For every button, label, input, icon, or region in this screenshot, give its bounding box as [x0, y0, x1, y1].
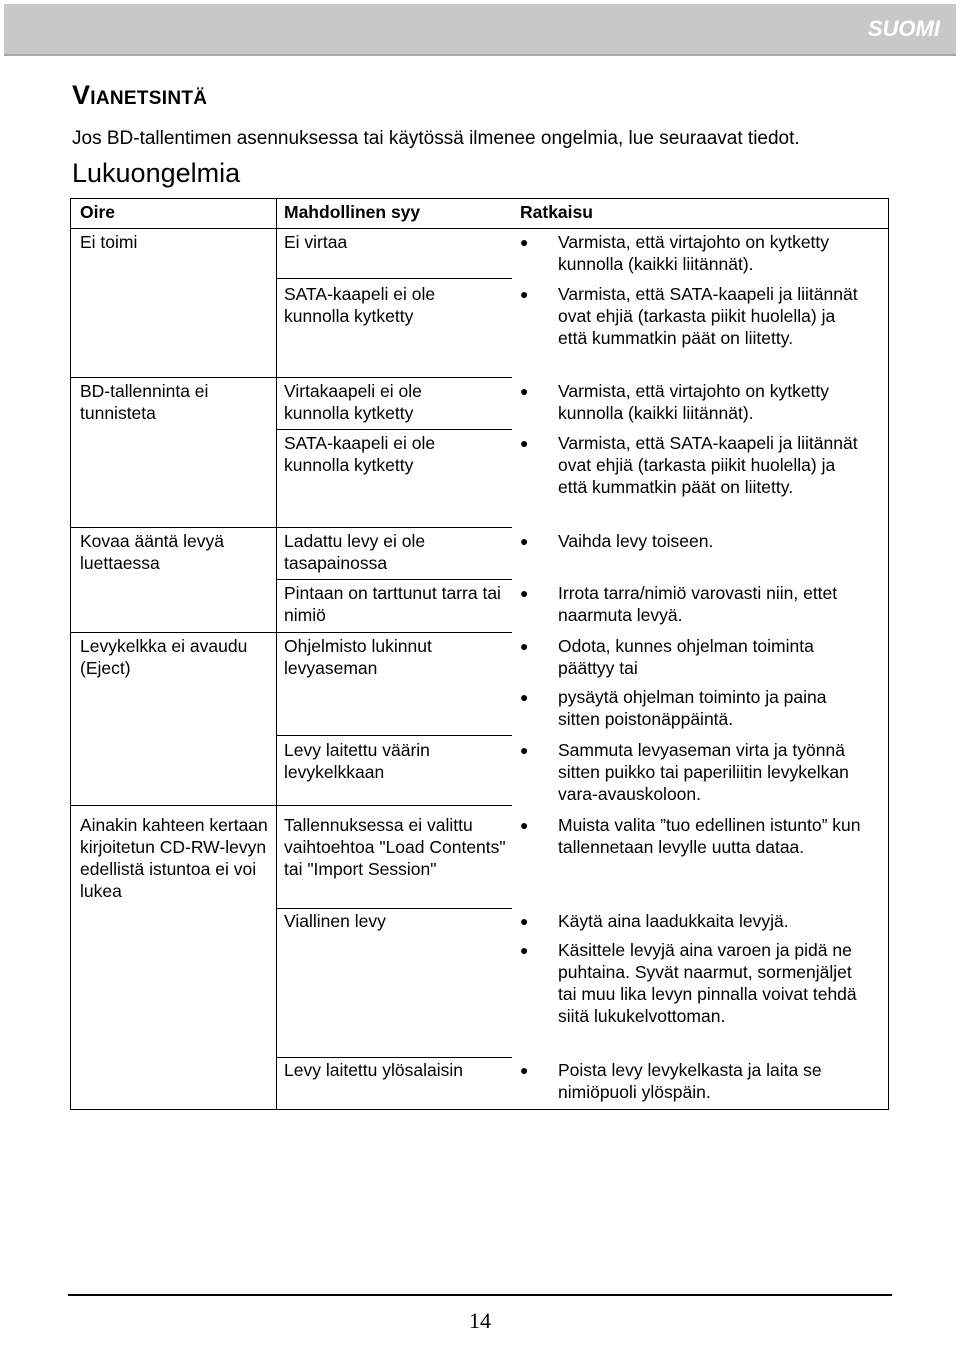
problem-cell: BD-tallenninta ei tunnisteta	[80, 381, 209, 423]
page-number: 14	[469, 1308, 491, 1333]
table-row-rule	[276, 908, 512, 909]
bullet-icon: ●	[520, 817, 529, 833]
language-label: SUOMI	[867, 16, 940, 41]
cause-cell: Ohjelmisto lukinnut levyaseman	[284, 636, 432, 678]
cause-cell: Levy laitettu väärin levykelkkaan	[284, 740, 430, 782]
solution-item: Vaihda levy toiseen.	[558, 531, 714, 551]
bullet-icon: ●	[520, 435, 529, 451]
bullet-icon: ●	[520, 942, 529, 958]
solution-item: Varmista, että virtajohto on kytketty kunnolla (kaikki liitännät).	[558, 381, 830, 423]
bullet-icon: ●	[520, 742, 529, 758]
table-row-rule	[70, 632, 512, 633]
cause-cell: Tallennuksessa ei valittu vaihtoehtoa "Load Contents" tai "Import Session"	[284, 815, 506, 879]
header-solution: Ratkaisu	[520, 202, 593, 222]
bullet-icon: ●	[520, 533, 529, 549]
cause-cell: Virtakaapeli ei ole kunnolla kytketty	[284, 381, 422, 423]
solution-item: Käsittele levyjä aina varoen ja pidä ne puhtaina. Syvät naarmut, sormenjäljet tai muu lika levyn pinnalla voivat tehdä siitä lukukelvottoman.	[558, 940, 857, 1026]
subsection-title: Lukuongelmia	[72, 158, 241, 188]
bullet-icon: ●	[520, 1062, 529, 1078]
table-row-rule	[70, 805, 512, 806]
bullet-icon: ●	[520, 638, 529, 654]
bullet-icon: ●	[520, 913, 529, 929]
solution-item: Sammuta levyaseman virta ja työnnä sitten puikko tai paperiliitin levykelkan vara-avauskoloon.	[558, 740, 849, 804]
bullet-icon: ●	[520, 234, 529, 250]
cause-cell: Pintaan on tarttunut tarra tai nimiö	[284, 583, 501, 625]
problem-cell: Ei toimi	[80, 232, 138, 252]
language-header-bar	[4, 4, 956, 56]
solution-item: Varmista, että SATA-kaapeli ja liitännät ovat ehjiä (tarkasta piikit huolella) ja että kummatkin päät on liitetty.	[558, 284, 858, 348]
cause-cell: Ladattu levy ei ole tasapainossa	[284, 531, 426, 573]
solution-item: Varmista, että SATA-kaapeli ja liitännät ovat ehjiä (tarkasta piikit huolella) ja että kummatkin päät on liitetty.	[558, 433, 858, 497]
bullet-icon: ●	[520, 286, 529, 302]
section-title: Vianetsintä	[72, 80, 208, 110]
solution-item: Odota, kunnes ohjelman toiminta päättyy tai	[558, 636, 814, 678]
solution-item: Käytä aina laadukkaita levyjä.	[558, 911, 789, 931]
table-row-rule	[276, 735, 512, 736]
solution-item: pysäytä ohjelman toiminto ja paina sitten poistonäppäintä.	[558, 687, 827, 729]
cause-cell: SATA-kaapeli ei ole kunnolla kytketty	[284, 284, 436, 326]
cause-cell: Ei virtaa	[284, 232, 348, 252]
table-row-rule	[70, 527, 512, 528]
problem-cell: Kovaa ääntä levyä luettaessa	[80, 531, 224, 573]
intro-text: Jos BD-tallentimen asennuksessa tai käytössä ilmenee ongelmia, lue seuraavat tiedot.	[72, 128, 800, 149]
problem-cell: Ainakin kahteen kertaan kirjoitetun CD-RW-levyn edellistä istuntoa ei voi lukea	[80, 815, 268, 901]
problem-cell: Levykelkka ei avaudu (Eject)	[80, 636, 248, 678]
solution-item: Muista valita ”tuo edellinen istunto” kun tallennetaan levylle uutta dataa.	[558, 815, 861, 857]
table-row-rule	[276, 429, 512, 430]
solution-item: Varmista, että virtajohto on kytketty kunnolla (kaikki liitännät).	[558, 232, 830, 274]
bullet-icon: ●	[520, 585, 529, 601]
solution-item: Poista levy levykelkasta ja laita se nimiöpuoli ylöspäin.	[558, 1060, 822, 1102]
header-problem: Oire	[80, 202, 116, 222]
cause-cell: Levy laitettu ylösalaisin	[284, 1060, 463, 1080]
table-divider	[276, 198, 277, 1110]
table-row-rule	[276, 579, 512, 580]
bullet-icon: ●	[520, 383, 529, 399]
cause-cell: Viallinen levy	[284, 911, 386, 931]
table-row-rule	[276, 278, 512, 279]
footer-rule	[68, 1294, 892, 1296]
cause-cell: SATA-kaapeli ei ole kunnolla kytketty	[284, 433, 436, 475]
solution-item: Irrota tarra/nimiö varovasti niin, ettet naarmuta levyä.	[558, 583, 838, 625]
header-cause: Mahdollinen syy	[284, 202, 421, 222]
bullet-icon: ●	[520, 689, 529, 705]
table-row-rule	[70, 377, 512, 378]
table-row-rule	[276, 1057, 512, 1058]
table-header-rule	[70, 228, 889, 229]
